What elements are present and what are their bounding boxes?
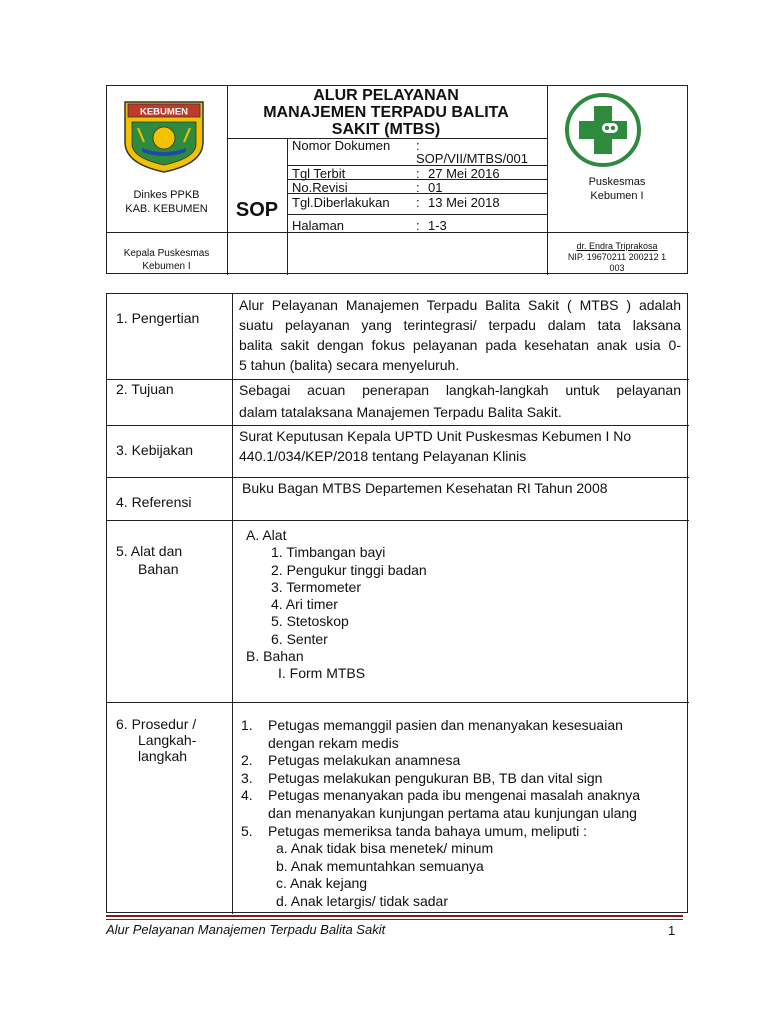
section-label-prosedur: 6. Prosedur / Langkah- langkah <box>116 716 197 764</box>
kebumen-logo <box>122 98 206 174</box>
sop-label: SOP <box>235 199 279 221</box>
list-item: b. Anak memuntahkan semuanya <box>276 857 484 874</box>
section-text-kebijakan: Surat Keputusan Kepala UPTD Unit Puskesmas Kebumen I No 440.1/034/KEP/2018 tentang Pelayanan Klinis <box>239 428 632 464</box>
section-label-referensi: 4. Referensi <box>116 494 192 510</box>
footer-title: Alur Pelayanan Manajemen Terpadu Balita Sakit <box>106 922 386 937</box>
puskesmas-logo <box>563 92 643 168</box>
left-sign: Kepala Puskesmas Kebumen I <box>123 248 210 272</box>
meta-value-diberlakukan: 13 Mei 2018 <box>428 195 500 210</box>
page-title: ALUR PELAYANAN MANAJEMEN TERPADU BALITA SAKIT (MTBS) <box>263 87 509 138</box>
list-item: 2. Pengukur tinggi badan <box>271 561 427 578</box>
meta-sep: : <box>416 138 420 153</box>
meta-key-terbit: Tgl Terbit <box>292 166 346 181</box>
meta-sep: : <box>416 166 420 181</box>
meta-key-revisi: No.Revisi <box>292 180 348 195</box>
signatory-nip-2: 003 <box>609 263 625 273</box>
right-sign <box>546 241 688 274</box>
page-number: 1 <box>668 923 676 938</box>
signatory-name: dr. Endra Triprakosa <box>576 241 658 251</box>
meta-value-nomor: SOP/VII/MTBS/001 <box>416 151 528 166</box>
logo-text: KEBUMEN <box>139 106 189 118</box>
alat-heading: A. Alat <box>246 527 287 543</box>
list-item: 1. Timbangan bayi <box>271 544 386 561</box>
section-label-kebijakan: 3. Kebijakan <box>116 442 194 458</box>
footer-divider <box>106 919 683 920</box>
meta-value-terbit: 27 Mei 2016 <box>428 166 500 181</box>
section-text-pengertian: Alur Pelayanan Manajemen Terpadu Balita Sakit ( MTBS ) adalah suatu pelayanan yang terintegrasi/ terpadu dalam tata laksana balita sakit dengan fokus pelayanan pada kesehatan anak usia 0- 5 tahun (balita) secara menyeluruh. <box>239 297 681 373</box>
section-label-pengertian: 1. Pengertian <box>116 310 200 326</box>
section-text-tujuan: Sebagai acuan penerapan langkah-langkah untuk pelayanan dalam tatalaksana Manajemen Terpadu Balita Sakit. <box>239 382 681 420</box>
list-item: 5. Stetoskop <box>271 613 349 630</box>
list-item: d. Anak letargis/ tidak sadar <box>276 892 448 909</box>
list-item: 3. Termometer <box>271 578 361 595</box>
left-org: Dinkes PPKB KAB. KEBUMEN <box>125 189 208 215</box>
section-label-alat: 5. Alat dan Bahan <box>116 543 183 577</box>
footer-divider <box>106 915 683 917</box>
right-org: Puskesmas Kebumen I <box>588 176 646 202</box>
meta-key-halaman: Halaman <box>292 218 345 233</box>
meta-sep: : <box>416 218 420 233</box>
section-label-tujuan: 2. Tujuan <box>116 381 174 397</box>
meta-key-diberlakukan: Tgl.Diberlakukan <box>292 195 390 210</box>
meta-key-nomor: Nomor Dokumen <box>292 138 391 153</box>
signatory-nip-1: NIP. 19670211 200212 1 <box>567 252 667 262</box>
section-text-prosedur: 1. Petugas memanggil pasien dan menanyakan kesesuaian dengan rekam medis 2. Petugas melakukan anamnesa 3. Petugas melakukan pengukuran BB, TB dan vital sign 4. Petugas menanyakan pada ibu mengenai masalah anaknya dan menanyakan kunjungan pertama atau kunjungan ulang 5. Petugas memeriksa tanda bahaya umum, meliputi : a. Anak tidak bisa menetek/ minum b. Anak memuntahkan semuanya c. Anak kejang d. Anak letargis/ tidak sadar <box>241 717 681 911</box>
meta-sep: : <box>416 195 420 210</box>
bahan-heading: B. Bahan <box>246 648 304 665</box>
list-item: a. Anak tidak bisa menetek/ minum <box>276 840 494 857</box>
list-item: 4. Ari timer <box>271 596 338 613</box>
meta-value-halaman: 1-3 <box>428 218 447 233</box>
section-text-referensi: Buku Bagan MTBS Departemen Kesehatan RI Tahun 2008 <box>242 480 608 496</box>
list-item: I. Form MTBS <box>278 665 366 682</box>
list-item: 6. Senter <box>271 630 328 647</box>
section-text-alat <box>246 527 427 683</box>
list-item: c. Anak kejang <box>276 875 368 892</box>
meta-sep: : <box>416 180 420 195</box>
meta-value-revisi: 01 <box>428 180 443 195</box>
